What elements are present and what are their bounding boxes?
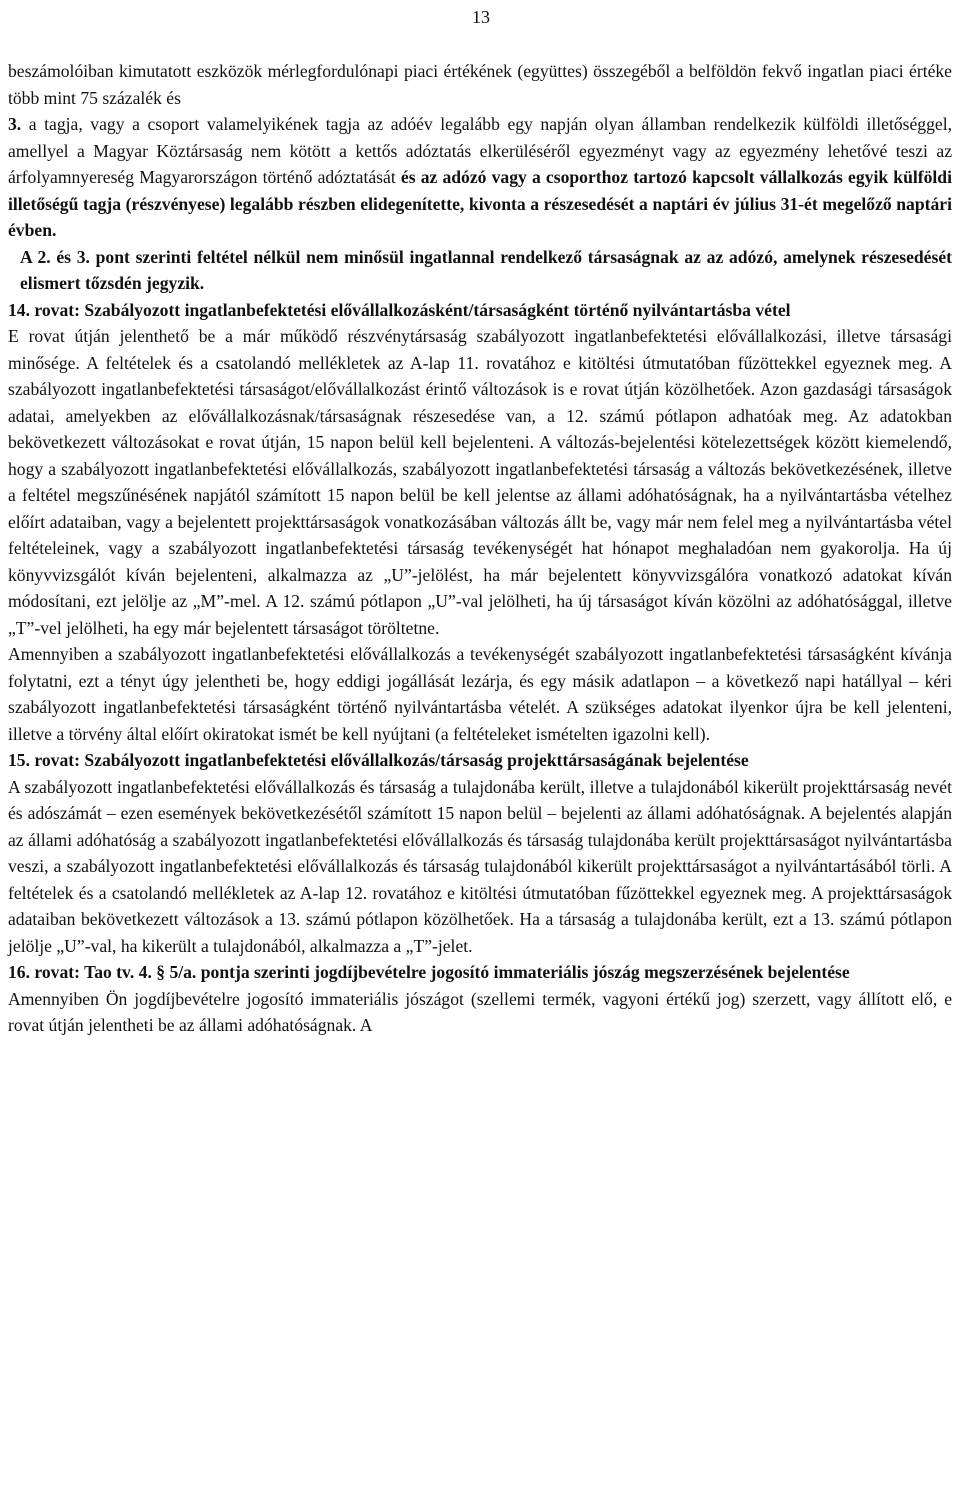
paragraph-text: E rovat útján jelenthető be a már működő részvénytársaság szabályozott ingatlanbefektetési elővállalkozási, illetve társasági minősége. A feltételek és a csatolandó mellékletek az A-lap 11. rovatához e kitöltési útmutatóban fűzöttekkel egyeznek meg. A szabályozott ingatlanbefektetési társaságot/elővállalkozást érintő változások is e rovat útján közölhetőek. Azon gazdasági társaságok adatai, amelyekben az elővállalkozásnak/társaságnak részesedése van, a 12. számú pótlapon adhatóak meg. Az adatokban bekövetkezett változásokat e rovat útján, 15 napon belül kell bejelenteni. A változás-bejelentési kötelezettségek között kiemelendő, hogy a szabályozott ingatlanbefektetési elővállalkozás, szabályozott ingatlanbefektetési társaság a változás bekövetkezésének, illetve a feltétel megszűnésének napjától számított 15 napon belül be kell jelentse az állami adóhatóságnak, ha a nyilvántartásba vételhez előírt adataiban, vagy a bejelentett projekttársaságok vonatkozásában változás állt be, vagy már nem felel meg a nyilvántartásba vétel feltételeinek, vagy a szabályozott ingatlanbefektetési társaság tevékenységét hat hónapot meghaladóan nem gyakorolja. Ha új könyvvizsgálót kíván bejelenteni, alkalmazza az „U”-jelölést, ha már bejelentett könyvvizsgálóra vonatkozó adatokat kíván módosítani, ezt jelölje az „M”-mel. A 12. számú pótlapon „U”-val jelölheti, ha új társaságot kíván közölni az adóhatósággal, illetve „T”-vel jelölheti, ha egy már bejelentett társaságot töröltetne. — [8, 326, 952, 638]
paragraph-point-3 — [8, 111, 952, 244]
paragraph-text: a tagja, vagy a csoport valamelyikének tagja az adóév legalább egy napján olyan államban rendelkezik külföldi illetőséggel, amellyel a Magyar Köztársaság nem kötött a kettős adóztatás elkerüléséről egyezményt vagy az egyezmény lehetővé teszi az árfolyamnyereség Magyarországon történő adóztatását — [8, 114, 952, 187]
section-heading-16 — [8, 959, 952, 986]
paragraph-condition-note — [8, 244, 952, 297]
paragraph-text: A szabályozott ingatlanbefektetési elővállalkozás és társaság a tulajdonába került, illetve a tulajdonából kikerült projekttársaság nevét és adószámát – ezen események bekövetkezésétől számított 15 napon belül – bejelenti az állami adóhatóságnak. A bejelentés alapján az állami adóhatóság a szabályozott ingatlanbefektetési elővállalkozás és társaság tulajdonába került projekttársaságot nyilvántartásba veszi, a szabályozott ingatlanbefektetési elővállalkozás és társaság tulajdonából kikerült projekttársaságot a nyilvántartásából törli. A feltételek és a csatolandó mellékletek az A-lap 12. rovatához e kitöltési útmutatóban fűzöttekkel egyeznek meg. A projekttársaságok adataiban bekövetkezett változások a 13. számú pótlapon közölhetőek. Ha a társaság a tulajdonába került, ezt a 13. számú pótlapon jelölje „U”-val, ha kikerült a tulajdonából, alkalmazza a „T”-jelet. — [8, 776, 952, 956]
paragraph-section-16 — [8, 986, 952, 1039]
page-number: 13 — [472, 7, 490, 27]
paragraph-bold-text: és az adózó vagy a csoporthoz tartozó kapcsolt vállalkozás egyik külföldi illetőségű tagja (részvényese) legalább részben elidegenítette, kivonta a részesedését a naptári év július 31-ét megelőző naptári évben. — [8, 167, 952, 240]
section-heading-14 — [8, 297, 952, 324]
paragraph-section-14-b — [8, 641, 952, 747]
paragraph-bold-text: A 2. és 3. pont szerinti feltétel nélkül nem minősül ingatlannal rendelkező társaságnak az az adózó, amelynek részesedését elismert tőzsdén jegyzik. — [20, 246, 952, 293]
heading-text: 15. rovat: Szabályozott ingatlanbefektetési elővállalkozás/társaság projekttársaságának bejelentése — [8, 750, 749, 770]
section-heading-15 — [8, 747, 952, 774]
paragraph-section-15 — [8, 774, 952, 960]
paragraph-text: beszámolóiban kimutatott eszközök mérlegfordulónapi piaci értékének (együttes) összegéből a belföldön fekvő ingatlan piaci értéke több mint 75 százalék és — [8, 61, 952, 108]
heading-text: 16. rovat: Tao tv. 4. § 5/a. pontja szerinti jogdíjbevételre jogosító immateriális jószág megszerzésének bejelentése — [8, 962, 850, 982]
paragraph-section-14-a — [8, 323, 952, 641]
paragraph-text: Amennyiben a szabályozott ingatlanbefektetési elővállalkozás a tevékenységét szabályozott ingatlanbefektetési társaságként kívánja folytatni, ezt a tényt úgy jelentheti be, hogy eddigi jogállását lezárja, és egy másik adatlapon – a következő napi hatállyal – kéri szabályozott ingatlanbefektetési társaságként történő nyilvántartásba vételét. A szükséges adatokat ilyenkor újra be kell jelenteni, illetve a törvény által előírt okiratokat ismét be kell nyújtani (a feltételeket ismételten igazolni kell). — [8, 644, 952, 744]
paragraph-continuation — [8, 58, 952, 111]
point-number: 3. — [8, 114, 22, 134]
heading-text: 14. rovat: Szabályozott ingatlanbefektetési elővállalkozásként/társaságként történő nyilvántartásba vétel — [8, 299, 791, 320]
paragraph-text: Amennyiben Ön jogdíjbevételre jogosító immateriális jószágot (szellemi termék, vagyoni értékű jog) szerzett, vagy állított elő, e rovat útján jelentheti be az állami adóhatóságnak. A — [8, 988, 952, 1035]
